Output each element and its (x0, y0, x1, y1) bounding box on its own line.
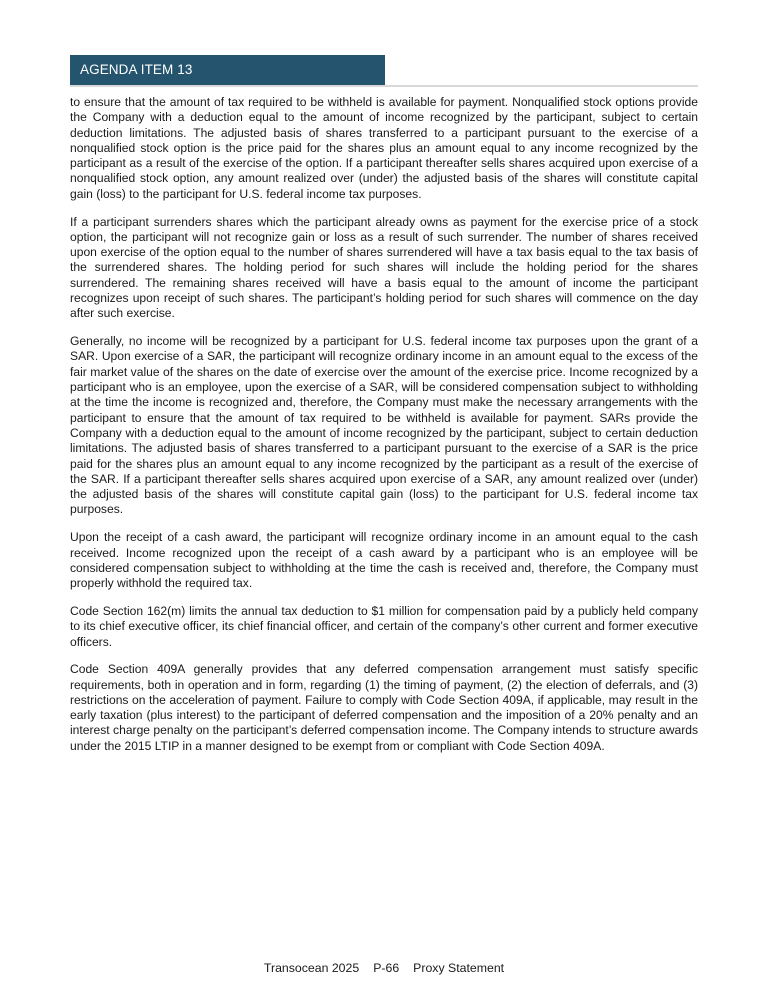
paragraph-share-surrender: If a participant surrenders shares which the participant already owns as payment for the exercise price of a stock option, the participant will not recognize gain or loss as a result of such surrender. The number of shares received upon exercise of the option equal to the number of shares surrendered will have a tax basis equal to the tax basis of the surrendered shares. The holding period for such shares will include the holding period for the shares surrendered. The remaining shares received will have a basis equal to the amount of income the participant recognizes upon receipt of such shares. The participant’s holding period for such shares will commence on the day after such exercise. (70, 214, 698, 321)
paragraph-nonqualified-options: to ensure that the amount of tax required to be withheld is available for payment. Nonqualified stock options provide the Company with a deduction equal to the amount of income recognized by the participant, subject to certain deduction limitations. The adjusted basis of shares transferred to a participant pursuant to the exercise of a nonqualified stock option is the price paid for the shares plus an amount equal to any income recognized by the participant as a result of the exercise of the option. If a participant thereafter sells shares acquired upon exercise of a nonqualified stock option, any amount realized over (under) the adjusted basis of the shares will constitute capital gain (loss) to the participant for U.S. federal income tax purposes. (70, 95, 698, 201)
footer-company-year: Transocean 2025 (263, 961, 360, 975)
paragraph-section-162m: Code Section 162(m) limits the annual tax deduction to $1 million for compensation paid by a publicly held company to its chief executive officer, its chief financial officer, and certain of the company’s other current and former executive officers. (70, 603, 698, 649)
page-footer (0, 961, 768, 975)
section-header (70, 55, 698, 87)
header-divider (70, 85, 698, 87)
agenda-item-banner (70, 55, 385, 85)
paragraph-cash-award: Upon the receipt of a cash award, the participant will recognize ordinary income in an amount equal to the cash received. Income recognized upon the receipt of a cash award by a participant who is an employee will be considered compensation subject to withholding at the time the cash is received and, therefore, the Company must properly withhold the required tax. (70, 530, 698, 591)
paragraph-section-409a: Code Section 409A generally provides that any deferred compensation arrangement must satisfy specific requirements, both in operation and in form, regarding (1) the timing of payment, (2) the election of deferrals, and (3) restrictions on the acceleration of payment. Failure to comply with Code Section 409A, if applicable, may result in the early taxation (plus interest) to the participant of deferred compensation and the imposition of a 20% penalty and an interest charge penalty on the participant’s deferred compensation income. The Company intends to structure awards under the 2015 LTIP in a manner designed to be exempt from or compliant with Code Section 409A. (70, 662, 698, 753)
footer-page-number: P-66 (373, 961, 400, 975)
paragraph-sar-taxation: Generally, no income will be recognized by a participant for U.S. federal income tax purposes upon the grant of a SAR. Upon exercise of a SAR, the participant will recognize ordinary income in an amount equal to the excess of the fair market value of the shares on the date of exercise over the amount of the exercise price. Income recognized by a participant who is an employee, upon the exercise of a SAR, will be considered compensation subject to withholding at the time the income is recognized and, therefore, the Company must make the necessary arrangements with the participant to ensure that the amount of tax required to be withheld is available for payment. SARs provide the Company with a deduction equal to the amount of income recognized by the participant, subject to certain deduction limitations. The adjusted basis of shares transferred to a participant pursuant to the exercise of a SAR is the price paid for the shares plus an amount equal to any income recognized by the participant as a result of the exercise of the SAR. If a participant thereafter sells shares acquired upon exercise of a SAR, any amount realized over (under) the adjusted basis of the shares will constitute capital gain (loss) to the participant for U.S. federal income tax purposes. (70, 334, 698, 517)
footer-document-title: Proxy Statement (413, 961, 505, 975)
agenda-item-label: AGENDA ITEM 13 (80, 62, 193, 77)
body-text (70, 95, 698, 767)
